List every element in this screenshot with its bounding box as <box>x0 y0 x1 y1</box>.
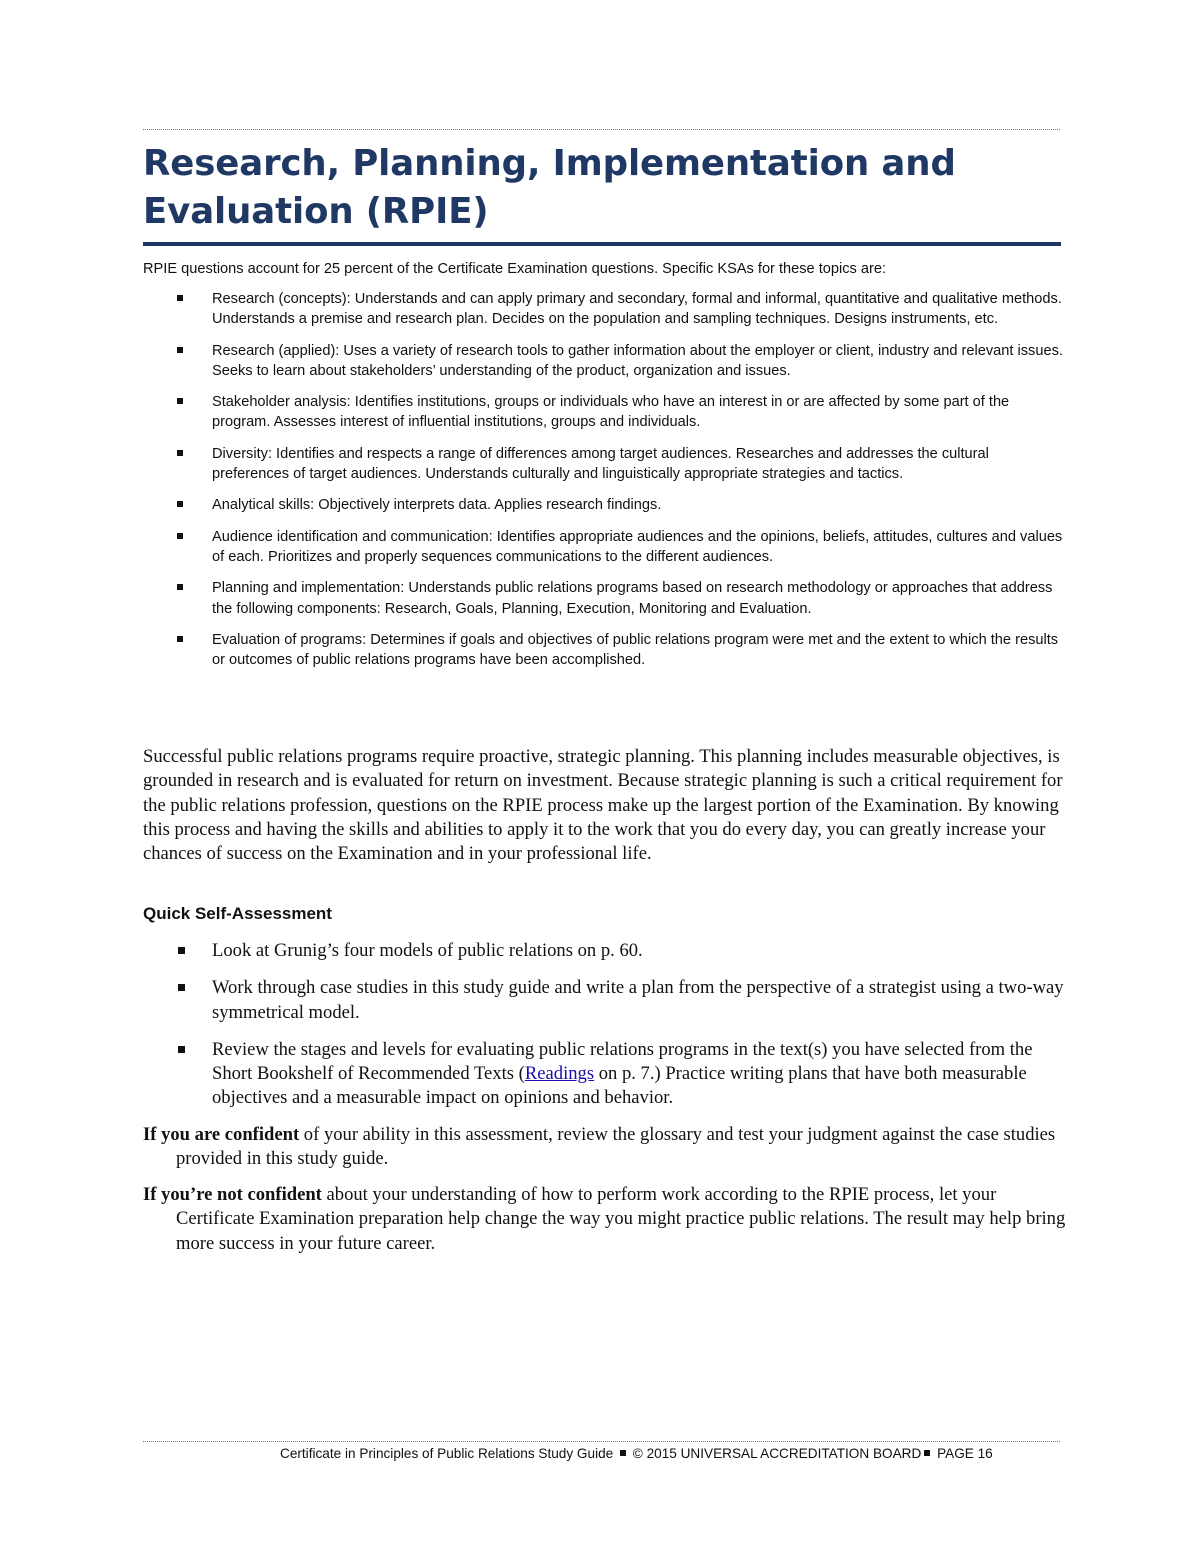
ksa-term: Research (concepts): <box>212 291 351 307</box>
bullet-square-icon <box>177 501 183 507</box>
list-item <box>143 976 1068 1025</box>
ksa-item <box>143 495 1063 515</box>
footer-square-icon <box>620 1450 626 1456</box>
bullet-square-icon <box>177 347 183 353</box>
self-assessment-item-text: Look at Grunig’s four models of public relations on p. 60. <box>212 940 643 961</box>
ksa-text: Determines if goals and objectives of public relations program were met and the extent to which the results or outcomes of public relations programs have been accomplished. <box>212 631 1059 669</box>
intro-text: RPIE questions account for 25 percent of the Certificate Examination questions. Specific KSAs for these topics are: <box>143 261 887 277</box>
bullet-square-icon <box>177 584 183 590</box>
ksa-item <box>143 578 1063 619</box>
self-assessment-item-text: on p. 7.) Practice writing plans that have both measurable objectives and a measurable impact on opinions and behavior. <box>212 1063 1027 1109</box>
self-assessment-list <box>143 939 1068 1124</box>
bullet-square-icon <box>177 398 183 404</box>
footer-page-number: PAGE 16 <box>937 1446 993 1461</box>
footer-guide-title: Certificate in Principles of Public Relations Study Guide <box>280 1446 614 1461</box>
ksa-term: Stakeholder analysis: <box>212 394 351 411</box>
bullet-square-icon <box>177 450 183 456</box>
ksa-text: Identifies institutions, groups or individuals who have an interest in or are affected by some part of the program. Assesses interest of influential institutions, groups and individuals. <box>212 394 1010 431</box>
list-item <box>143 939 1068 963</box>
bullet-square-icon <box>177 636 183 642</box>
not-confident-text: about your understanding of how to perform work according to the RPIE process, let your Certificate Examination preparation help change the way you might practice public relations. The result may help bring more success in your future career. <box>176 1184 1066 1254</box>
ksa-text: Identifies and respects a range of differences among target audiences. Researches and addresses the cultural preferences of target audiences. Understands culturally and linguistically appropriate strategies and tactics. <box>212 445 989 483</box>
ksa-term: Planning and implementation: <box>212 580 405 597</box>
self-assessment-item-text: Work through case studies in this study guide and write a plan from the perspective of a strategist using a two-way symmetrical model. <box>212 977 1064 1023</box>
footer-square-icon <box>924 1450 930 1456</box>
ksa-list <box>143 289 1063 681</box>
ksa-item <box>143 527 1063 568</box>
ksa-text: Understands and can apply primary and secondary, formal and informal, quantitative and qualitative methods. Understands a premise and research plan. Decides on the population and sampling techniques. Designs instruments, etc. <box>212 291 1062 328</box>
ksa-term: Diversity: <box>212 445 272 462</box>
bullet-square-icon <box>177 533 183 539</box>
title-underline <box>143 242 1061 246</box>
bullet-square-icon <box>177 295 183 301</box>
ksa-item <box>143 289 1063 330</box>
bullet-square-icon <box>178 984 185 991</box>
body-paragraph: Successful public relations programs require proactive, strategic planning. This planning includes measurable objectives, is grounded in research and is evaluated for return on investment. Because strategic planning is such a critical requirement for the public relations profession, questions on the RPIE process make up the largest portion of the Examination. By knowing this process and having the skills and abilities to apply it to the work that you do every day, you can greatly increase your chances of success on the Examination and in your professional life. <box>143 746 1063 865</box>
self-assessment-item-text: Review the stages and levels for evaluating public relations programs in the text(s) you have selected from the Short Bookshelf of Recommended Texts ( <box>212 1038 1033 1085</box>
not-confident-paragraph <box>143 1183 1068 1256</box>
footer-copyright: © 2015 UNIVERSAL ACCREDITATION BOARD <box>632 1446 922 1461</box>
bullet-square-icon <box>178 1046 185 1053</box>
confident-paragraph <box>143 1123 1068 1172</box>
ksa-text: Objectively interprets data. Applies research findings. <box>314 497 662 514</box>
bullet-square-icon <box>178 947 185 954</box>
confident-lead: If you are confident <box>143 1124 300 1145</box>
top-divider <box>143 129 1060 130</box>
ksa-term: Evaluation of programs: <box>212 631 367 648</box>
ksa-item <box>143 630 1063 671</box>
list-item <box>143 1038 1068 1111</box>
page-footer <box>280 1445 993 1463</box>
ksa-text: Uses a variety of research tools to gather information about the employer or client, industry and relevant issues. Seeks to learn about stakeholders’ understanding of the product, organization and issues. <box>212 342 1063 379</box>
ksa-item <box>143 444 1063 485</box>
ksa-term: Analytical skills: <box>212 497 315 514</box>
ksa-text: Identifies appropriate audiences and the opinions, beliefs, attitudes, cultures and values of each. Prioritizes and properly sequences communications to the different audiences. <box>212 528 1063 565</box>
self-assessment-heading: Quick Self-Assessment <box>143 904 332 923</box>
confident-text: of your ability in this assessment, review the glossary and test your judgment against the case studies provided in this study guide. <box>176 1124 1056 1170</box>
footer-divider <box>143 1441 1060 1442</box>
page-title: Research, Planning, Implementation and Evaluation (RPIE) <box>143 143 956 232</box>
ksa-text: Understands public relations programs based on research methodology or approaches that address the following components: Research, Goals, Planning, Execution, Monitoring and Evaluation. <box>212 580 1053 617</box>
readings-link[interactable]: Readings <box>524 1063 595 1085</box>
ksa-term: Research (applied): <box>212 342 340 359</box>
ksa-item <box>143 341 1063 382</box>
ksa-item <box>143 392 1063 433</box>
ksa-term: Audience identification and communication: <box>212 528 493 545</box>
not-confident-lead: If you’re not confident <box>143 1184 322 1205</box>
